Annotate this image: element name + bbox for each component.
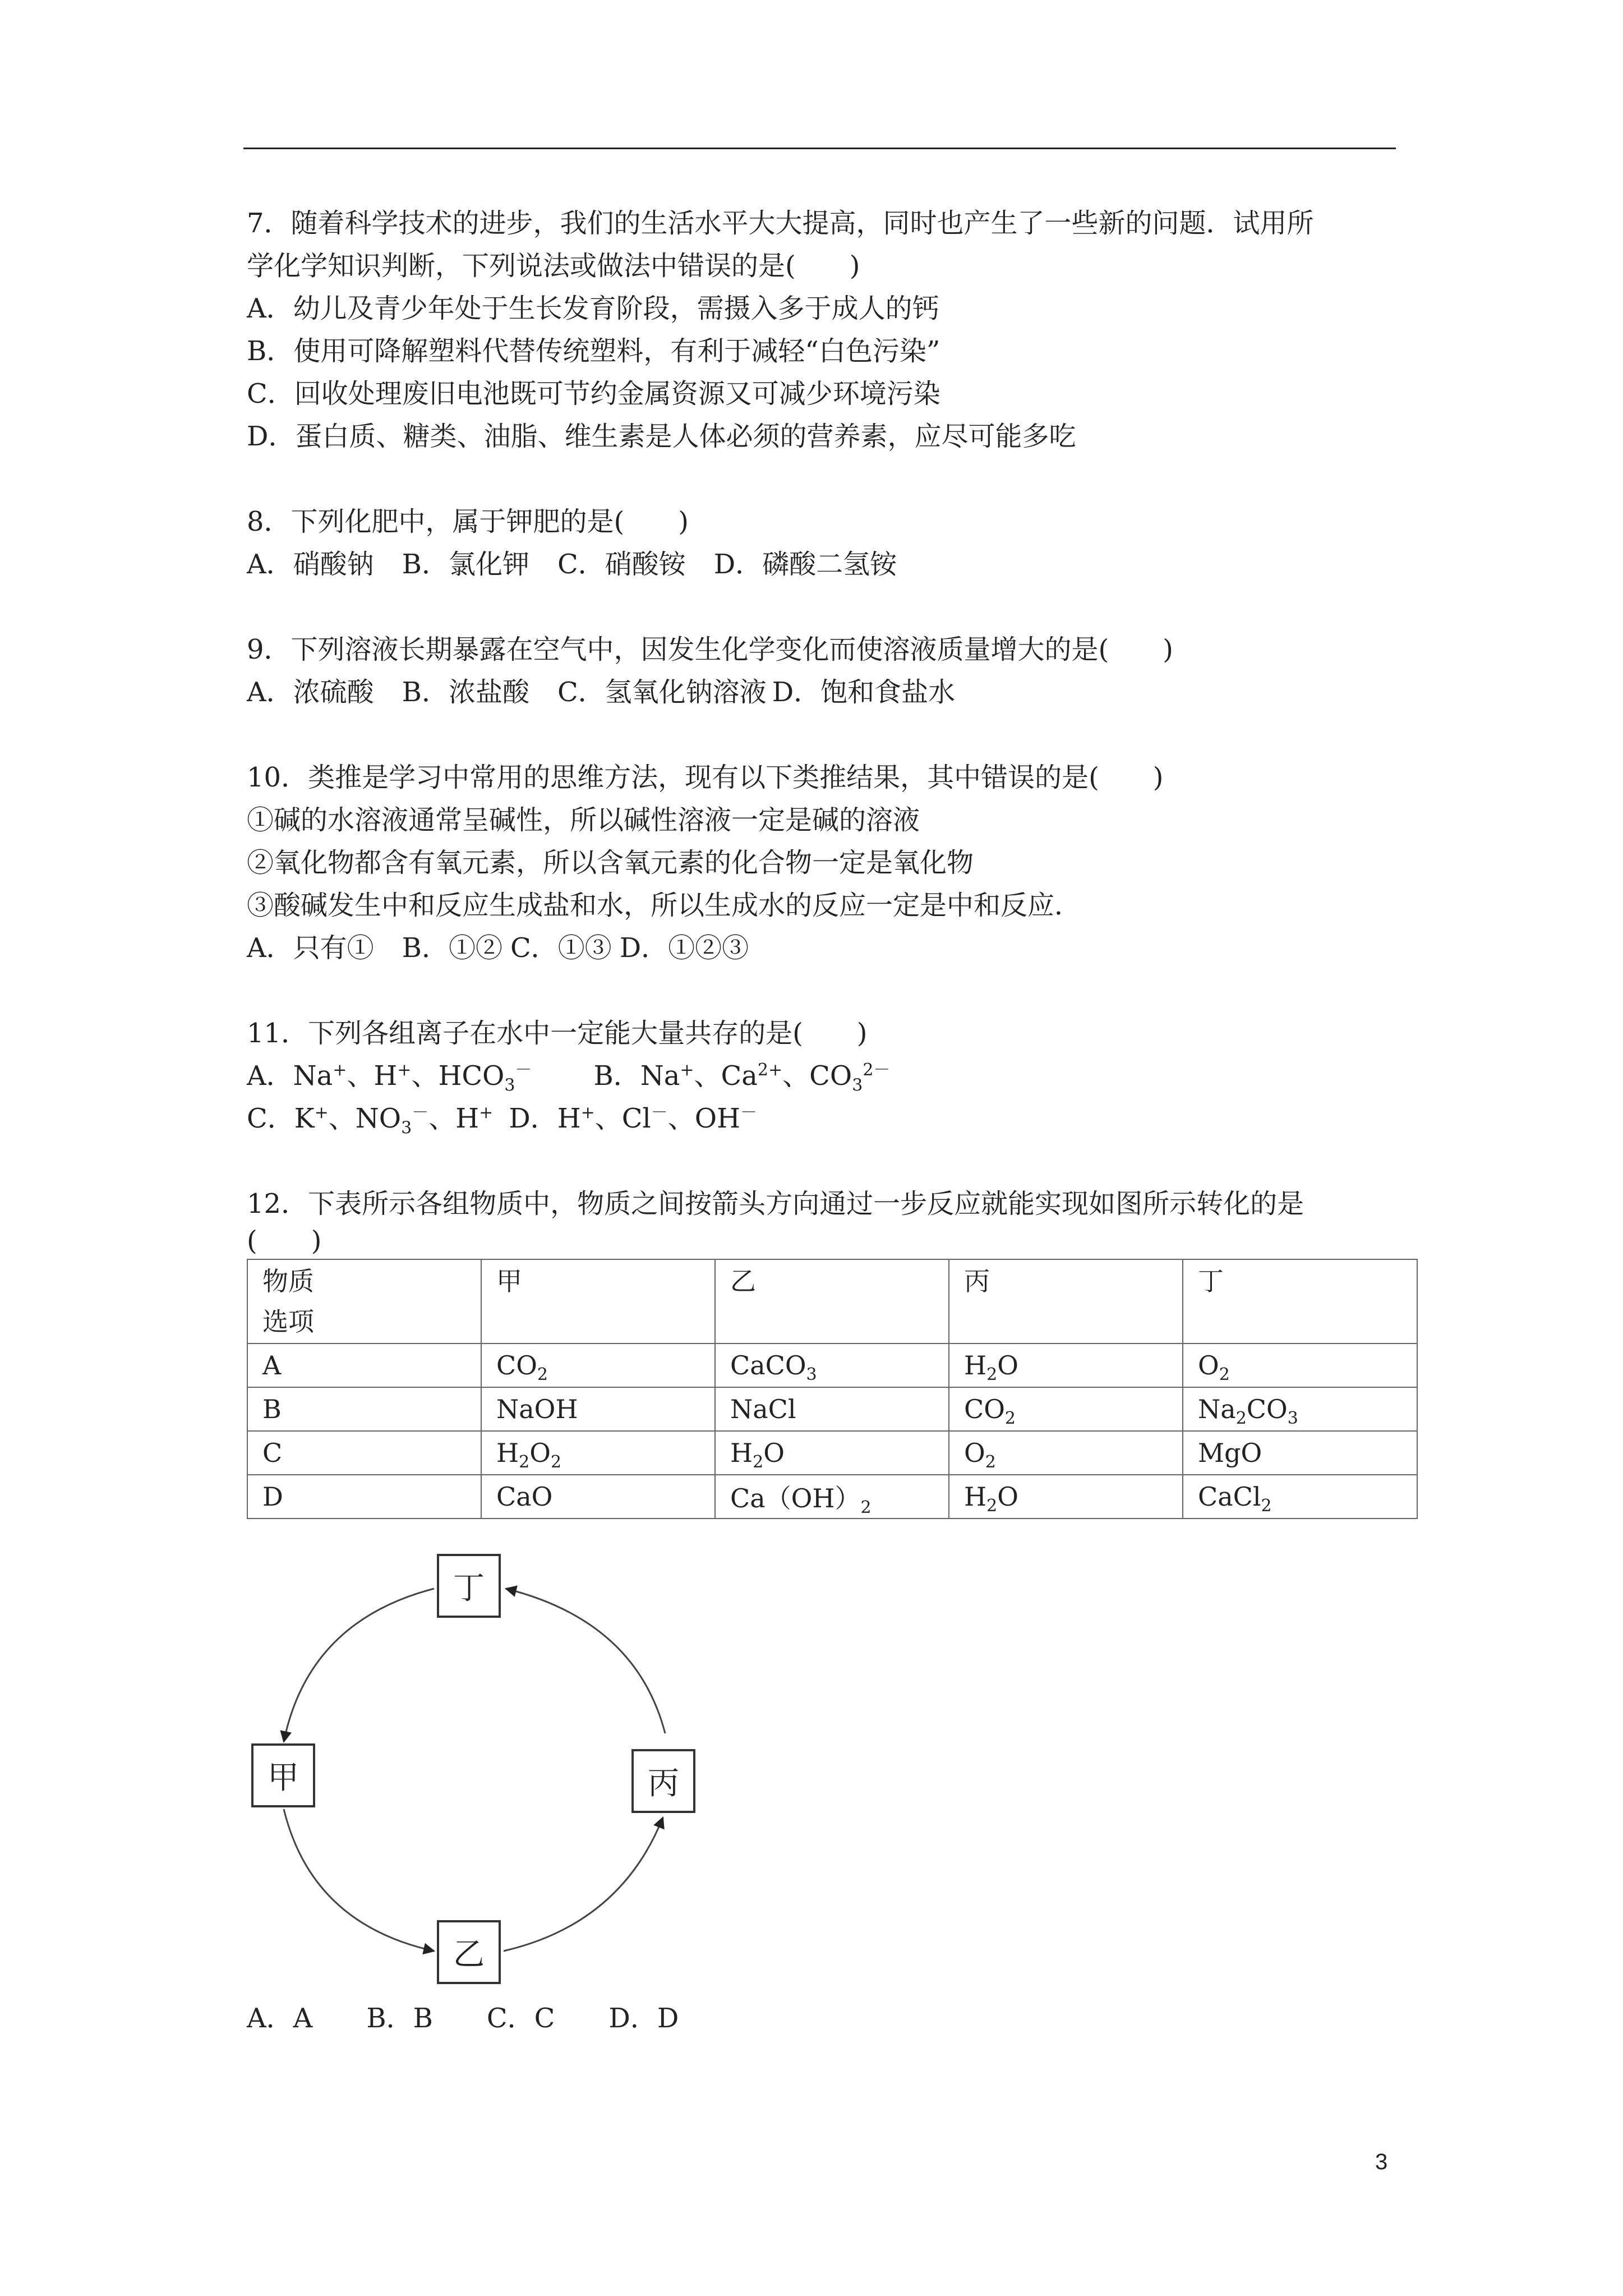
table-cell-option: A <box>247 1343 481 1387</box>
q10-options <box>247 927 1424 969</box>
table-cell: $Ca(OH)_2$ <box>715 1475 949 1519</box>
table-cell: CaCO$_3$ <box>715 1343 949 1387</box>
q11-options-row-1 <box>247 1055 1424 1097</box>
node-jia: 甲 <box>251 1743 315 1807</box>
table-cell-option: D <box>247 1475 481 1519</box>
q12-stem-line-1: 12．下表所示各组物质中，物质之间按箭头方向通过一步反应就能实现如图所示转化的是 <box>247 1188 1304 1220</box>
q8-stem: 8．下列化肥中，属于钾肥的是( ) <box>247 506 689 537</box>
q7-stem-line-1: 7．随着科学技术的进步，我们的生活水平大大提高，同时也产生了一些新的问题．试用所 <box>247 208 1314 239</box>
q12-answer-options[interactable]: A．A B．B C．C D．D <box>247 2003 679 2034</box>
q8-option-b[interactable]: B．氯化钾 <box>402 549 529 580</box>
q10-statement-3: ③酸碱发生中和反应生成盐和水，所以生成水的反应一定是中和反应． <box>247 890 1082 921</box>
table-cell: $H_2O$ <box>949 1343 1183 1387</box>
question-12 <box>247 1182 1424 1519</box>
q10-option-a[interactable]: A．只有① <box>247 932 374 964</box>
table-header-yi: 乙 <box>715 1259 949 1343</box>
q12-stem-line-2: ( ) <box>247 1225 322 1257</box>
q7-option-d[interactable]: D．蛋白质、糖类、油脂、维生素是人体必须的营养素，应尽可能多吃 <box>247 421 1076 452</box>
q9-option-c[interactable]: C．氢氧化钠溶液 <box>557 677 767 708</box>
table-cell: $CO_2$ <box>949 1387 1183 1431</box>
node-yi: 乙 <box>437 1920 501 1984</box>
table-header-ding: 丁 <box>1183 1259 1417 1343</box>
table-row <box>247 1343 1417 1387</box>
table-corner-cell: 物质 选项 <box>247 1259 481 1343</box>
table-cell: $Na_2CO_3$ <box>1183 1387 1417 1431</box>
table-cell: NaCl <box>715 1387 949 1431</box>
q9-option-b[interactable]: B．浓盐酸 <box>402 677 529 708</box>
q7-option-b[interactable]: B．使用可降解塑料代替传统塑料，有利于减轻“白色污染” <box>247 335 940 367</box>
question-8 <box>247 500 1424 586</box>
q11-stem: 11．下列各组离子在水中一定能大量共存的是( ) <box>247 1018 868 1049</box>
q8-option-c[interactable]: C．硝酸铵 <box>557 549 686 580</box>
table-cell: $H_2O$ <box>949 1475 1183 1519</box>
q10-option-d[interactable]: D．①②③ <box>619 932 749 964</box>
q9-option-d[interactable]: D．饱和食盐水 <box>772 677 956 708</box>
q7-option-a[interactable]: A．幼儿及青少年处于生长发育阶段，需摄入多于成人的钙 <box>247 293 939 324</box>
table-cell: $H_2O$ <box>715 1431 949 1475</box>
table-cell: CaCl$_2$ <box>1183 1475 1417 1519</box>
table-header-row <box>247 1259 1417 1343</box>
q8-option-d[interactable]: D．磷酸二氢铵 <box>713 549 897 580</box>
table-row <box>247 1387 1417 1431</box>
question-9 <box>247 628 1424 714</box>
table-cell: CaO <box>481 1475 715 1519</box>
q10-stem: 10．类推是学习中常用的思维方法，现有以下类推结果，其中错误的是( ) <box>247 762 1164 793</box>
arrow-ding-to-jia <box>284 1589 434 1742</box>
arrow-yi-to-bing <box>504 1818 663 1951</box>
conversion-cycle-diagram <box>243 1537 748 2008</box>
header-rule <box>243 148 1396 149</box>
page-number: 3 <box>1375 2150 1388 2174</box>
node-bing: 丙 <box>631 1749 695 1813</box>
q8-option-a[interactable]: A．硝酸钠 <box>247 549 374 580</box>
q10-option-c[interactable]: C．①③ <box>510 932 612 964</box>
table-cell: $CO_2$ <box>481 1343 715 1387</box>
table-row <box>247 1431 1417 1475</box>
table-cell: $O_2$ <box>949 1431 1183 1475</box>
page-content <box>247 202 1424 1519</box>
table-header-jia: 甲 <box>481 1259 715 1343</box>
q7-stem-line-2: 学化学知识判断，下列说法或做法中错误的是( ) <box>247 250 860 282</box>
q8-options <box>247 543 1424 586</box>
q10-option-b[interactable]: B．①② <box>402 932 502 964</box>
node-ding: 丁 <box>437 1554 501 1618</box>
q10-statement-1: ①碱的水溶液通常呈碱性，所以碱性溶液一定是碱的溶液 <box>247 804 920 836</box>
table-cell: $O_2$ <box>1183 1343 1417 1387</box>
table-header-bing: 丙 <box>949 1259 1183 1343</box>
question-7 <box>247 202 1424 458</box>
q9-options <box>247 671 1424 714</box>
table-cell: MgO <box>1183 1431 1417 1475</box>
arrow-bing-to-ding <box>506 1589 665 1733</box>
q11-option-c[interactable]: C．K+、$NO_3^-$、H+ <box>247 1103 494 1138</box>
table-cell: NaOH <box>481 1387 715 1431</box>
q11-option-a[interactable]: A．Na+、H+、$HCO_3^-$ <box>247 1060 532 1096</box>
q10-statement-2: ②氧化物都含有氧元素，所以含氧元素的化合物一定是氧化物 <box>247 847 974 878</box>
table-cell: $H_2O_2$ <box>481 1431 715 1475</box>
q9-stem: 9．下列溶液长期暴露在空气中，因发生化学变化而使溶液质量增大的是( ) <box>247 634 1173 665</box>
q11-options-row-2 <box>247 1097 1424 1140</box>
question-10 <box>247 756 1424 969</box>
table-cell-option: C <box>247 1431 481 1475</box>
q7-option-c[interactable]: C．回收处理废旧电池既可节约金属资源又可减少环境污染 <box>247 378 940 409</box>
question-11 <box>247 1012 1424 1140</box>
q9-option-a[interactable]: A．浓硫酸 <box>247 677 374 708</box>
q12-table <box>247 1259 1418 1519</box>
arrow-jia-to-yi <box>284 1809 434 1951</box>
q11-option-b[interactable]: B．Na+、$Ca^{2+}$、$CO_3^{2-}$ <box>593 1060 891 1096</box>
table-cell-option: B <box>247 1387 481 1431</box>
table-row <box>247 1475 1417 1519</box>
q11-option-d[interactable]: D．H+、Cl－、OH－ <box>509 1103 758 1134</box>
